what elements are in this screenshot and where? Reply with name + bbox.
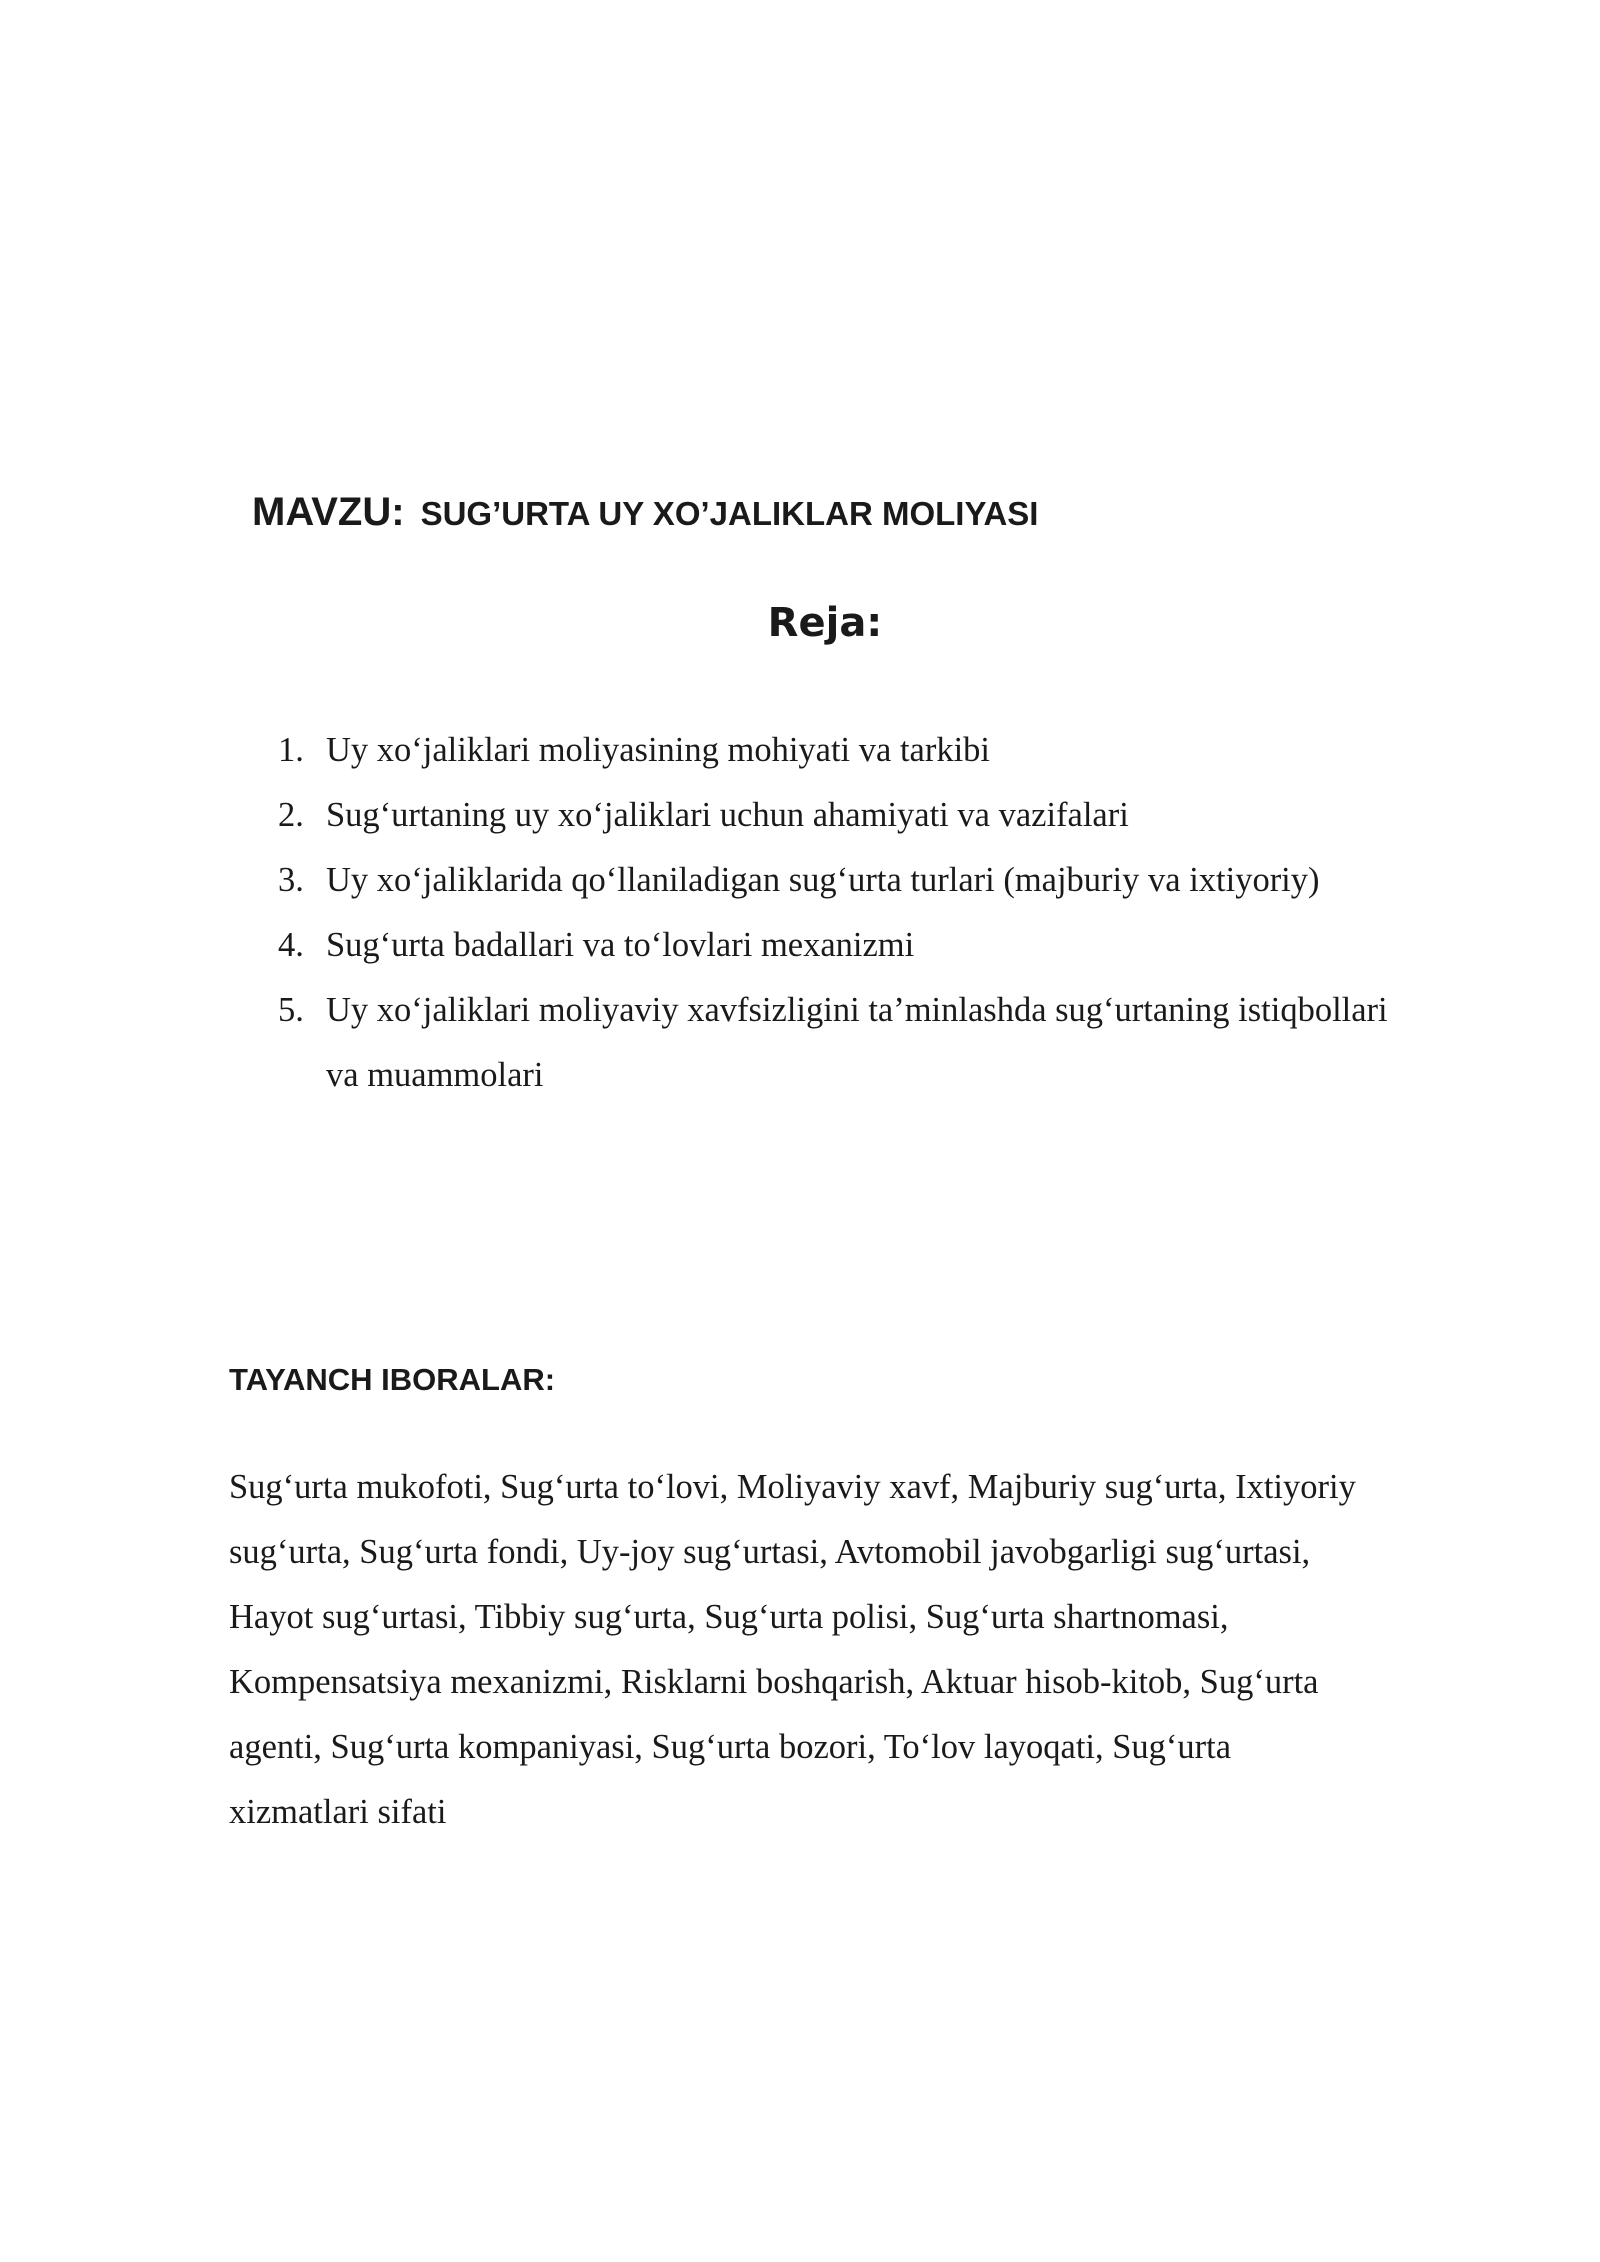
keywords-paragraph bbox=[229, 1455, 1504, 1845]
plan-item-number: 2. bbox=[278, 796, 304, 834]
plan-item-number: 5. bbox=[278, 991, 304, 1029]
plan-item-text: Uy xo‘jaliklarida qo‘llaniladigan sug‘urta turlari (majburiy va ixtiyoriy) bbox=[326, 861, 1320, 899]
plan-item-number: 3. bbox=[278, 861, 304, 899]
keywords-line: agenti, Sug‘urta kompaniyasi, Sug‘urta bozori, To‘lov layoqati, Sug‘urta bbox=[229, 1728, 1232, 1766]
plan-item-text: Uy xo‘jaliklari moliyasining mohiyati va tarkibi bbox=[326, 731, 991, 769]
plan-item bbox=[270, 783, 1520, 848]
keywords-line: Kompensatsiya mexanizmi, Risklarni boshqarish, Aktuar hisob-kitob, Sug‘urta bbox=[229, 1663, 1319, 1701]
keywords-line: Sug‘urta mukofoti, Sug‘urta to‘lovi, Moliyaviy xavf, Majburiy sug‘urta, Ixtiyoriy bbox=[229, 1468, 1356, 1506]
plan-item bbox=[270, 913, 1520, 978]
plan-item-text: Uy xo‘jaliklari moliyaviy xavfsizligini ta’minlashda sug‘urtaning istiqbollari bbox=[326, 991, 1388, 1029]
title-label: MAVZU: bbox=[252, 490, 405, 534]
keywords-line: Hayot sug‘urtasi, Tibbiy sug‘urta, Sug‘urta polisi, Sug‘urta shartnomasi, bbox=[229, 1598, 1229, 1636]
plan-item-text: Sug‘urta badallari va to‘lovlari mexanizmi bbox=[326, 926, 915, 964]
plan-item bbox=[270, 718, 1520, 783]
plan-item bbox=[270, 978, 1520, 1108]
title-topic: SUG’URTA UY XO’JALIKLAR MOLIYASI bbox=[420, 495, 1039, 532]
keywords-heading: TAYANCH IBORALAR: bbox=[229, 1362, 556, 1397]
plan-item-number: 4. bbox=[278, 926, 304, 964]
plan-item-text-continued: va muammolari bbox=[326, 1056, 544, 1094]
plan-item-text: Sug‘urtaning uy xo‘jaliklari uchun ahamiyati va vazifalari bbox=[326, 796, 1129, 834]
keywords-line: sug‘urta, Sug‘urta fondi, Uy-joy sug‘urtasi, Avtomobil javobgarligi sug‘urtasi, bbox=[229, 1533, 1311, 1571]
plan-heading: Reja: bbox=[767, 600, 883, 646]
plan-item-number: 1. bbox=[278, 731, 304, 769]
plan-list bbox=[270, 718, 1520, 1108]
plan-item bbox=[270, 848, 1520, 913]
document-title bbox=[252, 490, 1038, 535]
keywords-line: xizmatlari sifati bbox=[229, 1793, 447, 1831]
